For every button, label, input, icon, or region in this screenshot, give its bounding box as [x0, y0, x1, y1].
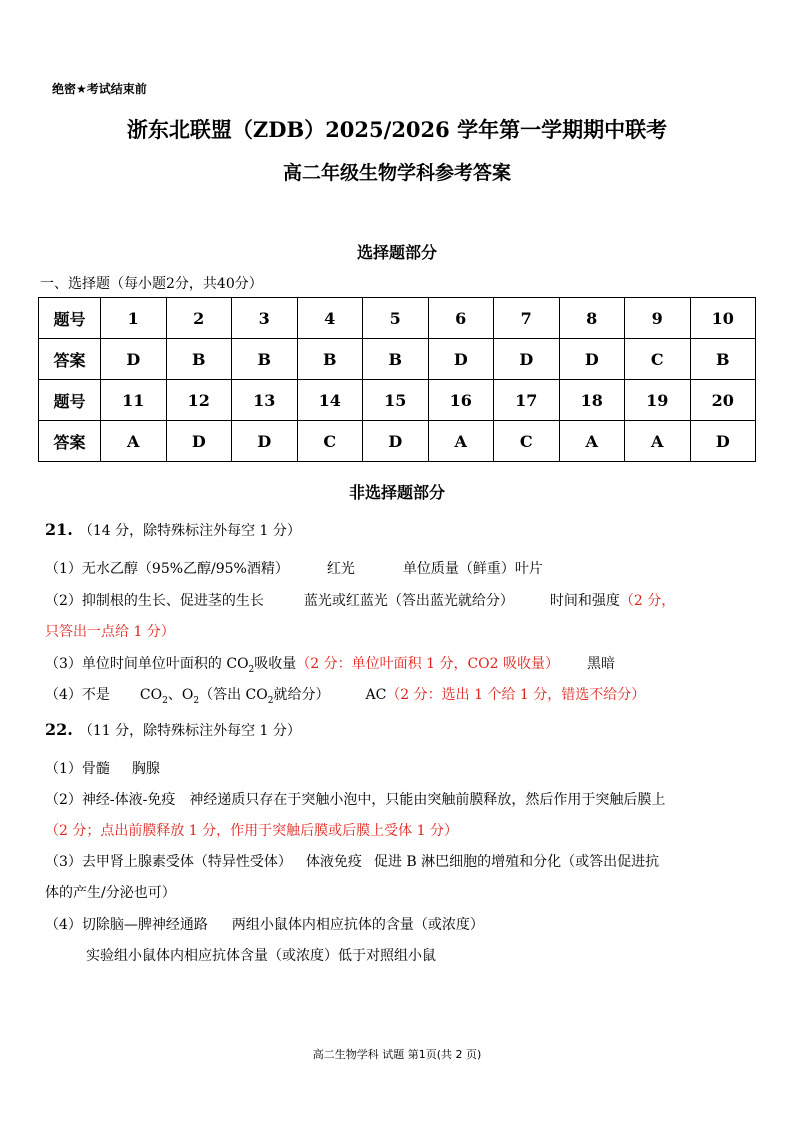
q21-part3 [45, 653, 615, 675]
q21-p4-b3: （答出 CO [199, 687, 268, 703]
table-cell: B [363, 339, 429, 380]
table-cell: D [690, 421, 756, 462]
q22-p2-a: （2）神经-体液-免疫 [45, 792, 176, 808]
table-cell: D [559, 339, 625, 380]
table-cell: 4 [297, 298, 363, 339]
q21-p4-b4: 就给分） [273, 687, 330, 703]
table-cell: C [297, 421, 363, 462]
q22-part2-scoring: （2 分；点出前膜释放 1 分，作用于突触后膜或后膜上受体 1 分） [45, 823, 458, 839]
table-cell: 17 [494, 380, 560, 421]
table-cell: B [690, 339, 756, 380]
table-row [39, 421, 756, 462]
table-cell: 7 [494, 298, 560, 339]
q21-part1 [45, 558, 543, 578]
table-cell: B [232, 339, 298, 380]
table-cell: 11 [101, 380, 167, 421]
table-cell: D [101, 339, 167, 380]
page-footer: 高二生物学科 试题 第1页(共 2 页) [312, 1048, 482, 1061]
confidential-label: 绝密★考试结束前 [52, 82, 147, 96]
table-row [39, 339, 756, 380]
row-header-question: 题号 [39, 298, 101, 339]
q22-p3-b: 体液免疫 [305, 854, 362, 870]
table-cell: 2 [166, 298, 232, 339]
q21-note: （14 分，除特殊标注外每空 1 分） [78, 523, 301, 539]
answer-table [38, 297, 756, 462]
exam-subtitle: 高二年级生物学科参考答案 [282, 162, 511, 184]
table-cell: 14 [297, 380, 363, 421]
q22-part3-cont: 体的产生/分泌也可） [45, 885, 176, 901]
table-cell: 18 [559, 380, 625, 421]
table-cell: 5 [363, 298, 429, 339]
q22-note: （11 分，除特殊标注外每空 1 分） [78, 723, 301, 739]
q21-part4 [45, 684, 645, 706]
q22-p1-a: （1）骨髓 [45, 761, 110, 777]
q21-p3-a1: （3）单位时间单位叶面积的 CO [45, 656, 249, 672]
table-cell: 8 [559, 298, 625, 339]
q21-p4-sub2: 2 [193, 695, 200, 706]
q22-p2-b: 神经递质只存在于突触小泡中，只能由突触前膜释放，然后作用于突触后膜上 [189, 792, 666, 808]
q21-p3-a2: 吸收量 [254, 656, 297, 672]
q22-part3 [45, 851, 659, 871]
q21-p3-b: 黑暗 [587, 656, 615, 672]
choice-instruction: 一、选择题（每小题2分，共40分） [40, 276, 263, 292]
row-header-answer: 答案 [39, 339, 101, 380]
table-row [39, 298, 756, 339]
q21-number: 21. [45, 520, 73, 539]
q21-p4-b1: CO [139, 687, 163, 703]
q21-p1-c: 单位质量（鲜重）叶片 [402, 561, 543, 577]
table-cell: D [363, 421, 429, 462]
table-cell: 13 [232, 380, 298, 421]
table-cell: 20 [690, 380, 756, 421]
q22-p1-b: 胸腺 [131, 761, 160, 777]
nonchoice-section-title: 非选择题部分 [348, 483, 445, 502]
table-cell: D [494, 339, 560, 380]
q22-part1 [45, 758, 160, 778]
table-cell: D [166, 421, 232, 462]
row-header-answer: 答案 [39, 421, 101, 462]
q22-heading [45, 720, 301, 740]
q21-p1-b: 红光 [326, 561, 355, 577]
q21-p4-red: （2 分：选出 1 个给 1 分，错选不给分） [386, 687, 646, 703]
table-cell: B [297, 339, 363, 380]
q22-p3-c: 促进 B 淋巴细胞的增殖和分化（或答出促进抗 [373, 854, 660, 870]
table-row [39, 380, 756, 421]
q21-p4-a: （4）不是 [45, 687, 110, 703]
table-cell: 1 [101, 298, 167, 339]
table-cell: 12 [166, 380, 232, 421]
table-cell: 9 [625, 298, 691, 339]
table-cell: A [101, 421, 167, 462]
exam-title: 浙东北联盟（ZDB）2025/2026 学年第一学期期中联考 [126, 117, 668, 142]
row-header-question: 题号 [39, 380, 101, 421]
q21-p2-red1: （2 分， [619, 593, 676, 609]
q21-p4-b2: 、O [167, 687, 194, 703]
table-cell: 19 [625, 380, 691, 421]
q21-p4-c: AC [365, 687, 387, 703]
q22-p4-b: 两组小鼠体内相应抗体的含量（或浓度） [231, 917, 484, 933]
q22-number: 22. [45, 720, 73, 739]
table-cell: A [428, 421, 494, 462]
q21-part2-cont: 只答出一点给 1 分） [45, 624, 175, 640]
table-cell: 10 [690, 298, 756, 339]
table-cell: C [625, 339, 691, 380]
q22-part4-cont: 实验组小鼠体内相应抗体含量（或浓度）低于对照组小鼠 [86, 948, 436, 964]
q21-p2-a: （2）抑制根的生长、促进茎的生长 [45, 593, 264, 609]
q22-part4 [45, 914, 484, 934]
q21-p4-sub3: 2 [267, 695, 274, 706]
q21-heading [45, 520, 301, 540]
q21-p2-c: 时间和强度 [549, 593, 620, 609]
q22-part2 [45, 789, 665, 809]
table-cell: B [166, 339, 232, 380]
table-cell: A [559, 421, 625, 462]
table-cell: 16 [428, 380, 494, 421]
table-cell: D [428, 339, 494, 380]
q21-p3-sub: 2 [248, 664, 255, 675]
table-cell: A [625, 421, 691, 462]
table-cell: D [232, 421, 298, 462]
q21-p4-sub1: 2 [162, 695, 168, 706]
q22-p4-a: （4）切除脑—脾神经通路 [45, 917, 208, 933]
q22-p3-a: （3）去甲肾上腺素受体（特异性受体） [45, 854, 292, 870]
table-cell: 15 [363, 380, 429, 421]
q21-p2-b: 蓝光或红蓝光（答出蓝光就给分） [303, 593, 514, 609]
table-cell: 6 [428, 298, 494, 339]
q21-p1-a: （1）无水乙醇（95%乙醇/95%酒精） [45, 561, 289, 577]
q21-p3-red: （2 分：单位叶面积 1 分，CO2 吸收量） [296, 656, 559, 672]
choice-section-title: 选择题部分 [356, 243, 437, 262]
table-cell: 3 [232, 298, 298, 339]
table-cell: C [494, 421, 560, 462]
q21-part2 [45, 590, 675, 610]
